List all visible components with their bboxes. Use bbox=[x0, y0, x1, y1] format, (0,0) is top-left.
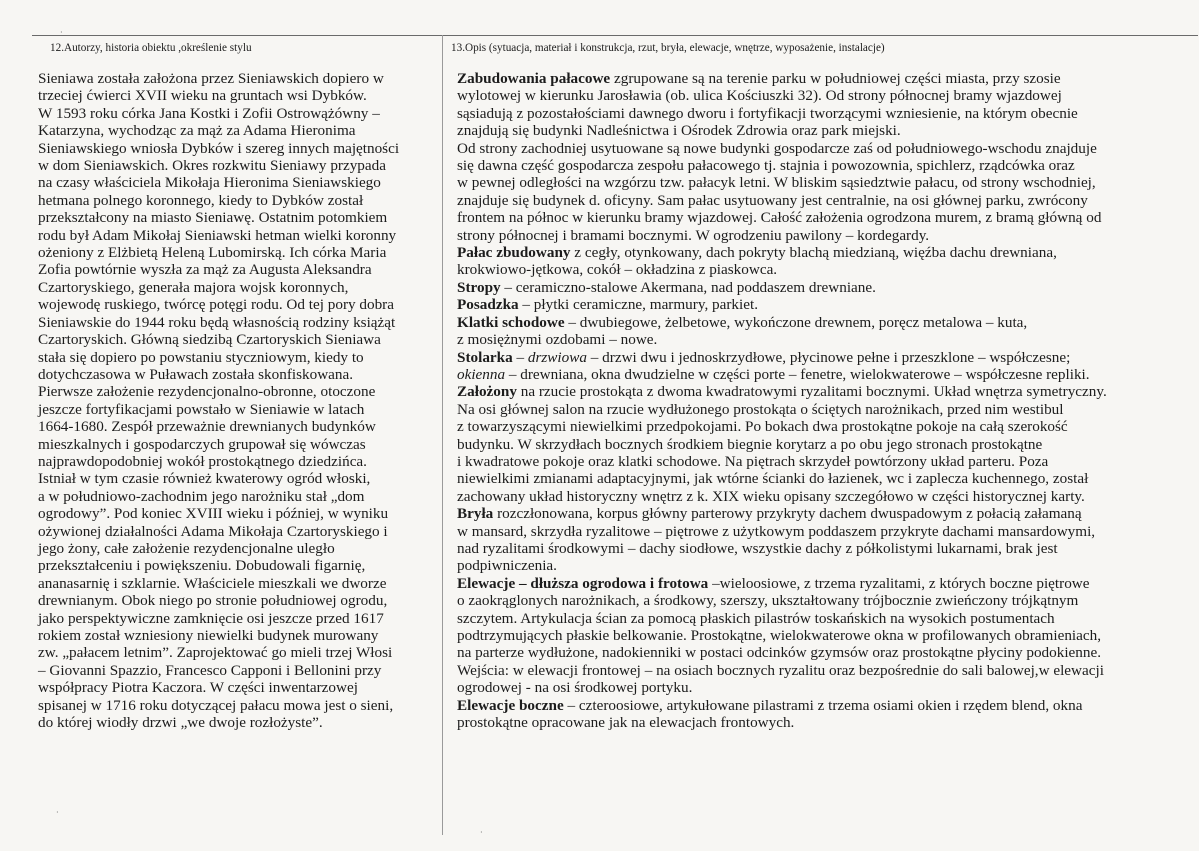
history-text-line: Sieniawskie do 1944 roku będą własnością rodziny książąt bbox=[38, 313, 396, 331]
section-heading-run: Posadzka bbox=[457, 296, 519, 314]
text-run: – drzwi dwu i jednoskrzydłowe, płycinowe pełne i przeszklone – współczesne; bbox=[586, 348, 1071, 366]
right-section-header: 13.Opis (sytuacja, materiał i konstrukcja, rzut, bryła, elewacje, wnętrze, wyposażenie, instalacje) bbox=[451, 42, 885, 54]
text-run: Na osi głównej salon na rzucie wydłużonego prostokąta o ściętych narożnikach, przed nim westibul bbox=[457, 400, 1064, 418]
history-text-line: mieszkalnych i gospodarczych grupował się wówczas bbox=[38, 435, 366, 453]
text-run: w mansard, skrzydła ryzalitowe – piętrowe z użytkowym poddaszem przykryte dachami mansardowymi, bbox=[457, 522, 1096, 540]
history-text-line: drewnianym. Obok niego po stronie południowej ogrodu, bbox=[38, 592, 388, 610]
section-heading-run: Bryła bbox=[457, 505, 494, 523]
text-run: na parterze wydłużone, nadokienniki w postaci odcinków gzymsów oraz prostokątne płyciny podokienne. bbox=[457, 644, 1102, 662]
history-text-line: – Giovanni Spazzio, Francesco Capponi i Bellonini przy bbox=[38, 661, 382, 679]
history-text-line: trzeciej ćwierci XVII wieku na gruntach wsi Dybków. bbox=[38, 87, 367, 105]
history-text-line: Istniał w tym czasie również kwaterowy ogród włoski, bbox=[38, 470, 371, 488]
text-run: podtrzymujących płaskie belkowanie. Prostokątne, wielokwaterowe okna w profilowanych obramieniach, bbox=[457, 627, 1102, 644]
section-heading-run: Pałac zbudowany bbox=[457, 244, 571, 262]
text-run: – czteroosiowe, artykułowane pilastrami z trzema osiami okien i rzędem blend, okna bbox=[563, 696, 1083, 714]
history-text-line: Zofia powtórnie wyszła za mąż za Augusta Aleksandra bbox=[38, 261, 372, 279]
text-run: wylotowej w kierunku Jarosławia (ob. ulica Kościuszki 32). Od strony północnej bramy wjazdowej bbox=[457, 87, 1062, 105]
description-text-line bbox=[457, 105, 1192, 122]
scan-speck: · bbox=[56, 808, 59, 817]
history-text-line: do której wiodły drzwi „we dwoje rozłożyste”. bbox=[38, 714, 323, 732]
section-heading-run: Klatki schodowe bbox=[457, 313, 565, 331]
description-text-line bbox=[457, 122, 1192, 139]
text-run: zgrupowane są na terenie parku w południowej części miasta, przy szosie bbox=[610, 70, 1061, 87]
description-text-column bbox=[457, 70, 1192, 731]
text-run: – dwubiegowe, żelbetowe, wykończone drewnem, poręcz metalowa – kuta, bbox=[564, 313, 1028, 331]
text-run: – ceramiczno-stalowe Akermana, nad poddaszem drewniane. bbox=[500, 278, 876, 296]
text-run: – bbox=[512, 348, 528, 366]
history-text-line: Czartoryskiego, generała majora wojsk koronnych, bbox=[38, 278, 349, 296]
description-text-line bbox=[457, 349, 1192, 366]
description-text-line bbox=[457, 296, 1192, 313]
history-text-line: a w południowo-zachodnim jego narożniku stał „dom bbox=[38, 487, 365, 505]
section-heading-run: Elewacje – dłuższa ogrodowa i frotowa bbox=[457, 574, 709, 592]
text-run: o zaokrąglonych narożnikach, a środkowy, szerszy, ukształtowany trójbocznie zwieńczony trójkątnym bbox=[457, 592, 1079, 610]
text-run: sąsiadują z pozostałościami dawnego dworu i fortyfikacji tworzącymi wzniesienie, na którym obecnie bbox=[457, 104, 1078, 122]
description-text-line bbox=[457, 401, 1192, 418]
history-text-line: przekształcony na miasto Sieniawę. Ostatnim potomkiem bbox=[38, 209, 388, 227]
description-text-line bbox=[457, 70, 1192, 87]
description-text-line bbox=[457, 209, 1192, 226]
text-run: z mosiężnymi ozdobami – nowe. bbox=[457, 331, 658, 349]
description-text-line bbox=[457, 644, 1192, 661]
table-top-rule bbox=[32, 35, 1198, 36]
description-text-line bbox=[457, 366, 1192, 383]
text-run: i kwadratowe pokoje oraz klatki schodowe. Na piętrach skrzydeł powtórzony układ parteru. Poza bbox=[457, 452, 1049, 470]
history-text-line: wojewodę ruskiego, twórcę potęgi rodu. Od tej pory dobra bbox=[38, 296, 394, 314]
history-text-line: 1664-1680. Zespół przeważnie drewnianych budynków bbox=[38, 418, 376, 436]
text-run: szczytem. Artykulacja ścian za pomocą płaskich pilastrów toskańskich na wysokich postumentach bbox=[457, 609, 1055, 627]
description-text-line bbox=[457, 331, 1192, 348]
history-text-line: zw. „pałacem letnim”. Zaprojektować go mieli trzej Włosi bbox=[38, 644, 393, 662]
description-text-line bbox=[457, 488, 1192, 505]
history-text-line: współpracy Piotra Kaczora. W części inwentarzowej bbox=[38, 679, 358, 697]
italic-run: drzwiowa bbox=[527, 348, 587, 366]
description-text-line bbox=[457, 227, 1192, 244]
text-run: znajduje się budynek d. oficyny. Sam pałac usytuowany jest centralnie, na osi głównej parku, zwrócony bbox=[457, 191, 1088, 209]
text-run: rozczłonowana, korpus główny parterowy przykryty dachem dwuspadowym z połacią załamaną bbox=[493, 505, 1082, 523]
description-text-line bbox=[457, 192, 1192, 209]
history-text-line: jeszcze fortyfikacjami powstało w Sieniawie w latach bbox=[38, 400, 365, 418]
description-text-line bbox=[457, 714, 1192, 731]
italic-run: okienna bbox=[457, 365, 506, 383]
description-text-line bbox=[457, 244, 1192, 261]
history-text-line: spisanej w 1716 roku dotyczącej pałacu mowa jest o sieni, bbox=[38, 696, 394, 714]
description-text-line bbox=[457, 87, 1192, 104]
history-text-line: rodu był Adam Mikołaj Sieniawski hetman wielki koronny bbox=[38, 226, 397, 244]
history-text-line: W 1593 roku córka Jana Kostki i Zofii Ostrowążówny – bbox=[38, 104, 380, 122]
section-heading-run: Zabudowania pałacowe bbox=[457, 70, 611, 87]
text-run: zachowany układ historyczny wnętrz z k. XIX wieku opisany szczegółowo w części historycznej karty. bbox=[457, 487, 1085, 505]
description-text-line bbox=[457, 453, 1192, 470]
text-run: w pewnej odległości na wzgórzu tzw. pałacyk letni. W bliskim sąsiedztwie pałacu, od strony wschodniej, bbox=[457, 174, 1096, 192]
history-text-line: przekształceniu i powiększeniu. Dobudowali figarnię, bbox=[38, 557, 366, 575]
history-text-line: ogrodowy”. Pod koniec XVIII wieku i później, w wyniku bbox=[38, 505, 389, 523]
history-text-line: jako perspektywiczne zamknięcie osi jeszcze przed 1617 bbox=[38, 609, 384, 627]
text-run: –wieloosiowe, z trzema ryzalitami, z których boczne piętrowe bbox=[708, 574, 1090, 592]
history-text-line: hetmana polnego koronnego, kiedy to Dybków został bbox=[38, 191, 364, 209]
description-text-line bbox=[457, 261, 1192, 278]
scan-speck: · bbox=[60, 28, 63, 37]
text-run: Wejścia: w elewacji frontowej – na osiach bocznych ryzalitu oraz bezpośrednie do sali balowej,w elewacji bbox=[457, 661, 1104, 679]
column-divider bbox=[442, 35, 443, 835]
text-run: – płytki ceramiczne, marmury, parkiet. bbox=[518, 296, 758, 314]
description-text-line bbox=[457, 540, 1192, 557]
history-text-line: stała się dopiero po powstaniu styczniowym, kiedy to bbox=[38, 348, 364, 366]
history-text-line: jego żony, całe założenie rezydencjonalne uległo bbox=[38, 539, 335, 557]
description-text-line bbox=[457, 610, 1192, 627]
text-run: się dawna część gospodarcza zespołu pałacowego tj. stajnia i powozownia, spichlerz, rządcówka oraz bbox=[457, 157, 1075, 175]
text-run: strony północnej i bramami bocznymi. W ogrodzeniu pawilony – kordegardy. bbox=[457, 226, 930, 244]
description-text-line bbox=[457, 627, 1192, 644]
history-text-line: rokiem został wzniesiony niewielki budynek murowany bbox=[38, 627, 379, 644]
history-text-line: ożywionej działalności Adama Mikołaja Czartoryskiego i bbox=[38, 522, 388, 540]
scan-speck: · bbox=[480, 828, 483, 837]
history-text-line: ożeniony z Elżbietą Heleną Lubomirską. Ich córka Maria bbox=[38, 244, 387, 262]
description-text-line bbox=[457, 470, 1192, 487]
section-heading-run: Założony bbox=[457, 383, 517, 401]
description-text-line bbox=[457, 157, 1192, 174]
history-text-line: Sieniawskiego wniosła Dybków i szereg innych majętności bbox=[38, 139, 400, 157]
text-run: – drewniana, okna dwudzielne w części porte – fenetre, wielokwaterowe – współczesne repliki. bbox=[505, 365, 1090, 383]
text-run: niewielkimi zmianami adaptacyjnymi, jak wtórne ścianki do łazienek, wc i zaplecza kuchennego, został bbox=[457, 470, 1089, 488]
history-text-line: Katarzyna, wychodząc za mąż za Adama Hieronima bbox=[38, 122, 356, 140]
description-text-line bbox=[457, 592, 1192, 609]
description-text-line bbox=[457, 140, 1192, 157]
text-run: nad ryzalitami środkowymi – dachy siodłowe, wszystkie dachy z półkolistymi lukarnami, brak jest bbox=[457, 539, 1058, 557]
description-text-line bbox=[457, 697, 1192, 714]
description-text-line bbox=[457, 523, 1192, 540]
text-run: budynku. W skrzydłach bocznych środkiem biegnie korytarz a po obu jego stronach prostokątne bbox=[457, 435, 1043, 453]
history-text-line: Czartoryskich. Główną siedzibą Czartoryskich Sieniawa bbox=[38, 331, 381, 349]
history-text-line: dotychczasowa w Puławach została skonfiskowana. bbox=[38, 365, 354, 383]
description-text-line bbox=[457, 383, 1192, 400]
section-heading-run: Stolarka bbox=[457, 348, 513, 366]
text-run: na rzucie prostokąta z dwoma kwadratowymi ryzalitami bocznymi. Układ wnętrza symetryczny. bbox=[516, 383, 1107, 401]
left-section-header: 12.Autorzy, historia obiektu ,określenie stylu bbox=[50, 42, 252, 54]
description-text-line bbox=[457, 679, 1192, 696]
description-text-line bbox=[457, 418, 1192, 435]
text-run: frontem na północ w kierunku bramy wjazdowej. Całość założenia ogrodzona murem, z bramą główną od bbox=[457, 209, 1102, 227]
description-text-line bbox=[457, 505, 1192, 522]
text-run: z cegły, otynkowany, dach pokryty blachą miedzianą, więźba dachu drewniana, bbox=[570, 244, 1057, 262]
section-heading-run: Stropy bbox=[457, 278, 501, 296]
description-text-line bbox=[457, 662, 1192, 679]
description-text-line bbox=[457, 174, 1192, 191]
description-text-line bbox=[457, 575, 1192, 592]
text-run: z towarzyszącymi niewielkimi przedpokojami. Po bokach dwa prostokątne pokoje na całą szerokość bbox=[457, 418, 1068, 436]
history-text-line: na czasy właściciela Mikołaja Hieronima Sieniawskiego bbox=[38, 174, 381, 192]
text-run: podpiwniczenia. bbox=[457, 557, 557, 575]
text-run: prostokątne opracowane jak na elewacjach frontowych. bbox=[457, 714, 795, 732]
history-text-line: ananasarnię i szklarnie. Właściciele mieszkali we dworze bbox=[38, 574, 387, 592]
text-run: Od strony zachodniej usytuowane są nowe budynki gospodarcze zaś od południowego-wschodu znajduje bbox=[457, 139, 1097, 157]
section-heading-run: Elewacje boczne bbox=[457, 696, 564, 714]
description-text-line bbox=[457, 436, 1192, 453]
text-run: znajdują się budynki Nadleśnictwa i Ośrodek Zdrowia oraz park miejski. bbox=[457, 122, 901, 140]
text-run: ogrodowej - na osi środkowej portyku. bbox=[457, 679, 693, 697]
description-text-line bbox=[457, 314, 1192, 331]
history-text-line: najprawdopodobniej wokół prostokątnego dziedzińca. bbox=[38, 452, 367, 470]
history-text-line: w dom Sieniawskich. Okres rozkwitu Sieniawy przypada bbox=[38, 157, 386, 175]
description-text-line bbox=[457, 279, 1192, 296]
history-text-line: Sieniawa została założona przez Sieniawskich dopiero w bbox=[38, 70, 384, 87]
history-text-line: Pierwsze założenie rezydencjonalno-obronne, otoczone bbox=[38, 383, 376, 401]
history-text-column bbox=[38, 70, 438, 731]
description-text-line bbox=[457, 557, 1192, 574]
text-run: krokwiowo-jętkowa, cokół – okładzina z piaskowca. bbox=[457, 261, 778, 279]
